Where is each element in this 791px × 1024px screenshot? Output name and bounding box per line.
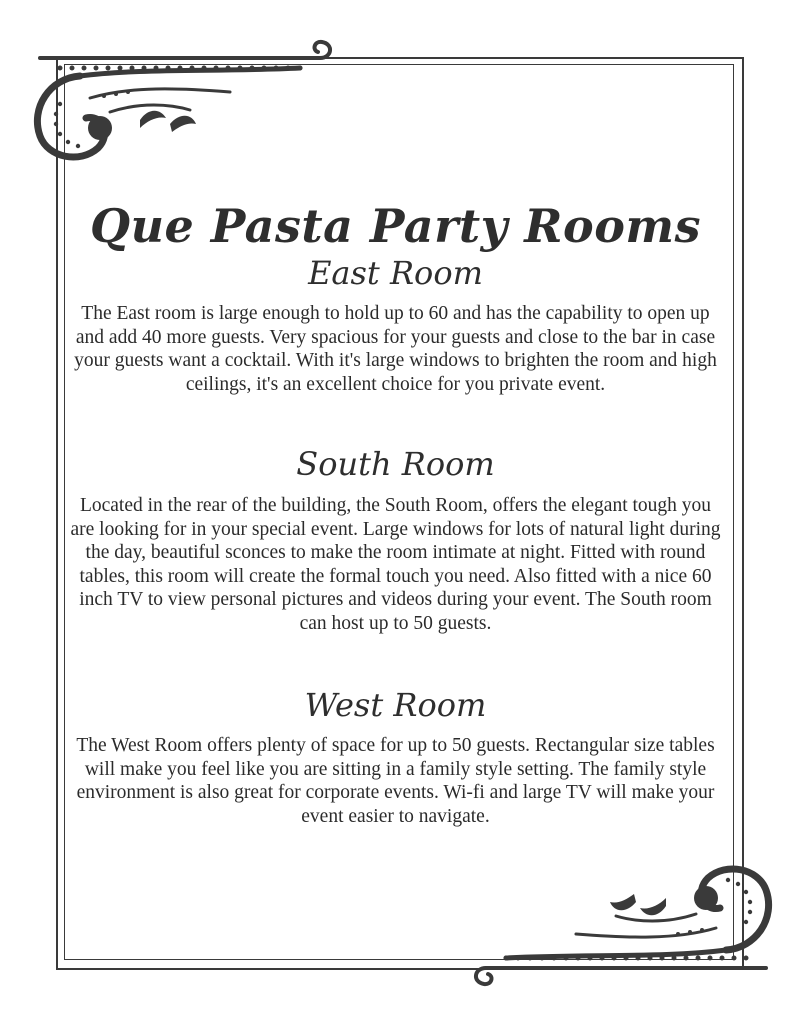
page-title: Que Pasta Party Rooms — [90, 198, 701, 253]
ornamental-scroll-icon — [466, 858, 786, 998]
ornamental-scroll-icon — [20, 28, 340, 168]
room-heading-south: South Room — [296, 445, 495, 483]
room-heading-west: West Room — [304, 686, 487, 724]
room-description-west: The West Room offers plenty of space for up to 50 guests. Rectangular size tables will make you feel like you are sitting in a family style setting. The family style environment is also great for corporate events. Wi-fi and large TV will make your event easier to navigate. — [76, 735, 715, 827]
room-description-east: The East room is large enough to hold up to 60 and has the capability to open up and add 40 more guests. Very spacious for your guests and close to the bar in case your guests want a cocktail. With it's large windows to brighten the room and high ceilings, it's an excellent choice for you private event. — [74, 303, 717, 395]
room-description-south: Located in the rear of the building, the South Room, offers the elegant tough you are looking for in your special event. Large windows for lots of natural light during the day, beautiful sconces to make the room intimate at night. Fitted with round tables, this room will create the formal touch you need. Also fitted with a nice 60 inch TV to view personal pictures and videos during your event. The South room can host up to 50 guests. — [70, 495, 721, 634]
room-heading-east: East Room — [308, 254, 483, 292]
